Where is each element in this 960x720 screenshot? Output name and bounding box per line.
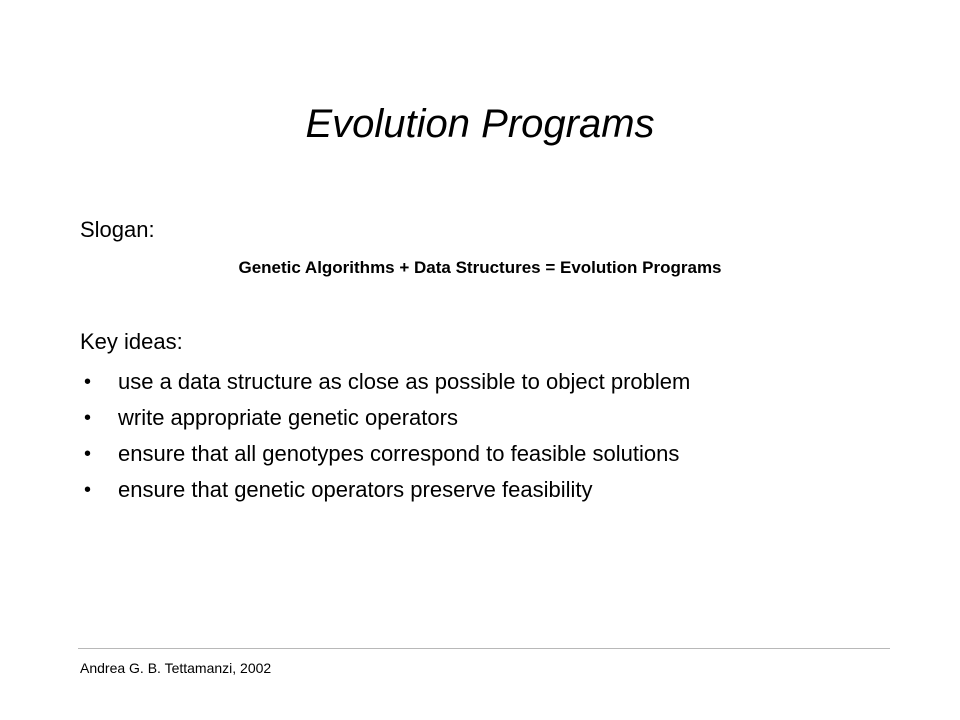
- bullet-marker: •: [84, 407, 92, 429]
- key-idea-item: [80, 402, 900, 438]
- footer-credit: Andrea G. B. Tettamanzi, 2002: [80, 660, 272, 676]
- key-idea-text: use a data structure as close as possible to object problem: [118, 369, 691, 394]
- footer-divider: [78, 648, 890, 649]
- bullet-marker: •: [84, 443, 92, 465]
- key-ideas-list: [80, 366, 900, 510]
- key-idea-item: [80, 474, 900, 510]
- key-ideas-label: Key ideas:: [80, 329, 183, 354]
- key-idea-text: write appropriate genetic operators: [118, 405, 458, 430]
- key-idea-text: ensure that all genotypes correspond to feasible solutions: [118, 441, 680, 466]
- key-idea-text: ensure that genetic operators preserve feasibility: [118, 477, 593, 502]
- slogan-label: Slogan:: [80, 217, 155, 242]
- slide-title: Evolution Programs: [305, 102, 655, 146]
- slogan-text: Genetic Algorithms + Data Structures = Evolution Programs: [238, 258, 722, 277]
- key-idea-item: [80, 366, 900, 402]
- key-idea-item: [80, 438, 900, 474]
- bullet-marker: •: [84, 371, 92, 393]
- bullet-marker: •: [84, 479, 92, 501]
